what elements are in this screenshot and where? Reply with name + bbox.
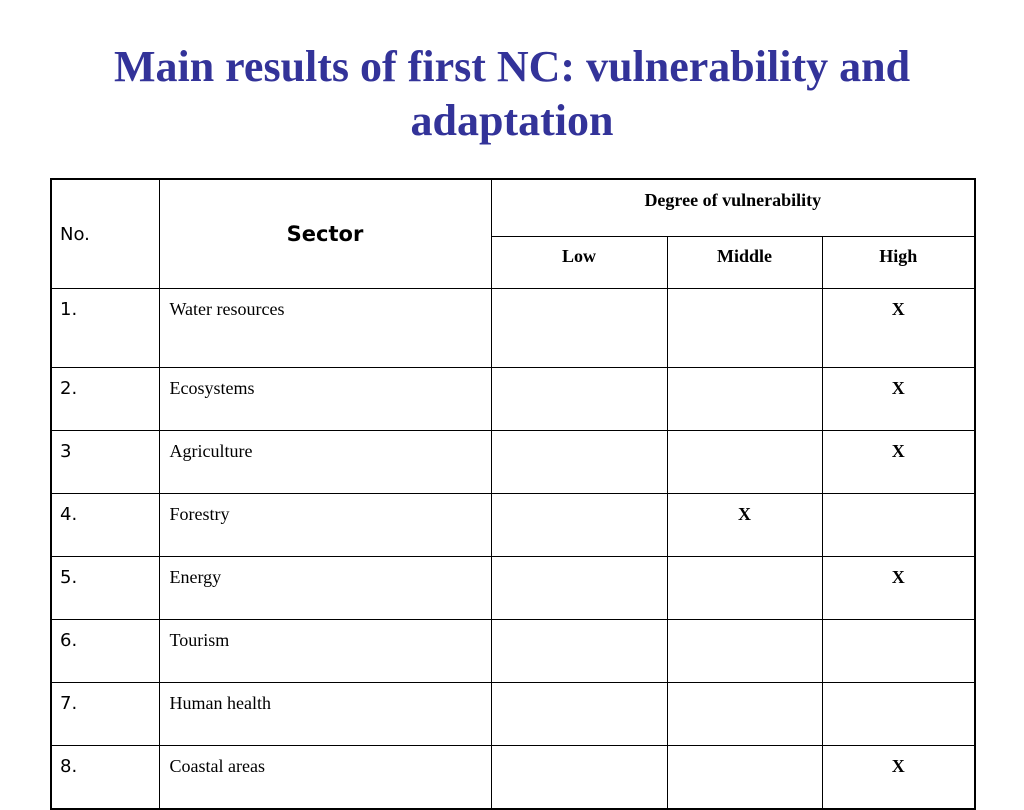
row-sector: Forestry xyxy=(159,494,491,557)
row-middle-mark xyxy=(667,431,822,494)
row-low-mark xyxy=(491,683,667,746)
header-low: Low xyxy=(491,237,667,289)
row-low-mark xyxy=(491,494,667,557)
row-high-mark: X xyxy=(822,431,975,494)
row-middle-mark xyxy=(667,620,822,683)
row-high-mark xyxy=(822,494,975,557)
row-middle-mark xyxy=(667,289,822,368)
row-middle-mark xyxy=(667,557,822,620)
row-sector: Tourism xyxy=(159,620,491,683)
table-row xyxy=(51,431,975,494)
row-number: 7. xyxy=(51,683,159,746)
table-row xyxy=(51,746,975,810)
row-low-mark xyxy=(491,620,667,683)
table-row xyxy=(51,683,975,746)
row-low-mark xyxy=(491,746,667,810)
row-number: 6. xyxy=(51,620,159,683)
row-sector: Water resources xyxy=(159,289,491,368)
vulnerability-table xyxy=(50,178,976,810)
row-sector: Coastal areas xyxy=(159,746,491,810)
row-high-mark: X xyxy=(822,368,975,431)
header-row-top xyxy=(51,179,975,237)
row-sector: Energy xyxy=(159,557,491,620)
row-sector: Ecosystems xyxy=(159,368,491,431)
header-sector: Sector xyxy=(159,179,491,289)
row-low-mark xyxy=(491,368,667,431)
row-high-mark xyxy=(822,620,975,683)
header-no: No. xyxy=(51,179,159,289)
row-number: 8. xyxy=(51,746,159,810)
row-number: 4. xyxy=(51,494,159,557)
row-low-mark xyxy=(491,431,667,494)
row-middle-mark xyxy=(667,368,822,431)
row-number: 5. xyxy=(51,557,159,620)
header-degree-of-vulnerability: Degree of vulnerability xyxy=(491,179,975,237)
slide-title xyxy=(0,40,1024,148)
row-high-mark: X xyxy=(822,289,975,368)
row-low-mark xyxy=(491,557,667,620)
row-low-mark xyxy=(491,289,667,368)
row-middle-mark xyxy=(667,746,822,810)
row-high-mark: X xyxy=(822,557,975,620)
row-high-mark: X xyxy=(822,746,975,810)
row-high-mark xyxy=(822,683,975,746)
table-row xyxy=(51,494,975,557)
table-row xyxy=(51,557,975,620)
table-row xyxy=(51,620,975,683)
slide-title-line-2: adaptation xyxy=(410,96,614,145)
row-sector: Agriculture xyxy=(159,431,491,494)
row-number: 3 xyxy=(51,431,159,494)
row-number: 2. xyxy=(51,368,159,431)
row-middle-mark xyxy=(667,683,822,746)
header-middle: Middle xyxy=(667,237,822,289)
row-number: 1. xyxy=(51,289,159,368)
row-middle-mark: X xyxy=(667,494,822,557)
table-row xyxy=(51,289,975,368)
slide-title-line-1: Main results of first NC: vulnerability and xyxy=(113,42,911,91)
header-high: High xyxy=(822,237,975,289)
row-sector: Human health xyxy=(159,683,491,746)
table-row xyxy=(51,368,975,431)
